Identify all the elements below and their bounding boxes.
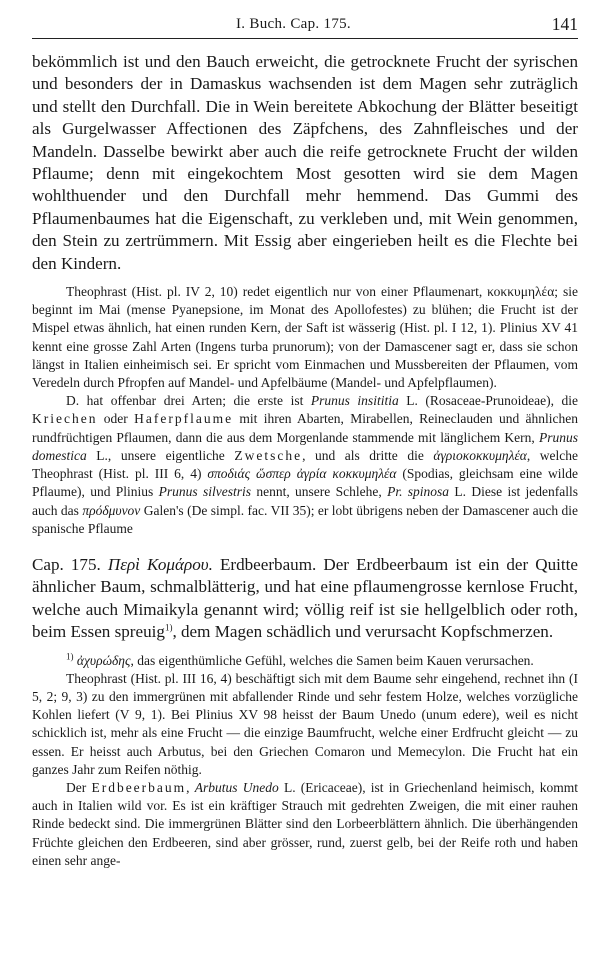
greek-term: πρόδμυνον	[82, 502, 141, 518]
commentary-theophrast-plums: Theophrast (Hist. pl. IV 2, 10) redet eigentlich nur von einer Pflaumenart, κοκκυμηλέα; sie beginnt im Mai (mense Pyanepsione, im Monat des Apollofestes) zu blühen; die Frucht ist der Mispel etwas ähnlich, hat einen runden Kern, der Saft ist wässerig (Hist. pl. I 12, 1). Plinius XV 41 kennt eine grosse Zahl Arten (Ingens turba prunorum); von der Damascener sagt er, dass sie schon längst in Italien einheimisch sei. Er spricht vom Einmachen und Mussbereiten der Pflaumen, vom Veredeln durch Pfropfen auf Mandel- und Apfelbäume (Mandel- und Apfelpflaumen).	[32, 284, 578, 391]
greek-term: ἀχυρώδης	[76, 652, 131, 668]
footnote-marker: 1)	[66, 651, 74, 662]
text-run: oder	[97, 411, 135, 427]
common-name: Erdbeerbaum	[91, 779, 187, 795]
spacer	[32, 275, 578, 283]
chapter-label: Cap. 175.	[32, 554, 108, 574]
text-run: , dem Magen schädlich und verursacht Kopfschmerzen.	[172, 622, 554, 642]
book-page	[32, 14, 578, 870]
species-name: Pr. spinosa	[387, 484, 450, 500]
common-name: Haferpflaume	[134, 411, 234, 427]
footnote-reference: 1)	[164, 622, 173, 633]
text-run: , und als dritte die	[302, 447, 434, 463]
species-name: Prunus domestica	[32, 429, 578, 463]
common-name: Kriechen	[32, 411, 98, 427]
text-run: Der	[66, 779, 92, 795]
species-name: Prunus insititia	[310, 393, 399, 409]
text-run: L. (Ericaceae), ist in Griechenland heimisch, kommt auch in Italien wild vor. Es ist ein kräftiger Strauch mit gedrehten Zweigen, die mit einer rauhen Rinde bedeckt sind. Die immergrünen Blätter sind den Lorbeerblättern ähnlich. Die überhängenden Früchte gleichen den Erdbeeren, sind aber grösser, rund, zuerst gelb, bei der Reife roth und haben einen sehr ange-	[32, 779, 578, 868]
text-run: Galen's (De simpl. fac. VII 35); er lobt übrigens neben der Damascener auch die spanische Pflaume	[32, 502, 578, 536]
text-run: L., unsere eigentliche	[86, 447, 235, 463]
chapter-greek-title: Περὶ Κομάρου.	[107, 554, 213, 574]
text-run: L. (Rosaceae-Prunoideae), die	[398, 393, 578, 409]
species-name: Prunus silvestris	[158, 484, 251, 500]
text-run: ,	[186, 779, 195, 795]
text-run: Der Erdbeerbaum ist ein der Quitte ähnlicher Baum, schmalblätterig, und hat eine pflaumengrosse kernlose Frucht, welche auch Mimaikyla genannt wird; völlig reif ist sie hellgelblich oder roth, beim Essen spreuig	[32, 554, 579, 642]
text-run: mit ihren Abarten, Mirabellen, Reineclauden und ähnlichen rundfrüchtigen Pflaumen, dann die aus dem Morgenlande stammende mit länglichem Kern,	[32, 411, 578, 445]
chapter-175-paragraph	[32, 554, 578, 644]
greek-term: ἀγριοκοκκυμηλέα	[433, 447, 527, 463]
page-number: 141	[551, 14, 578, 34]
text-run: L. Diese ist jedenfalls auch das	[32, 484, 579, 518]
chapter-title: Erdbeerbaum.	[212, 554, 317, 574]
spacer	[32, 538, 578, 554]
running-head: I. Buch. Cap. 175.	[236, 16, 351, 32]
commentary-three-plum-kinds	[32, 392, 578, 538]
text-run: D. hat offenbar drei Arten; die erste ist	[66, 393, 311, 409]
commentary-theophrast-strawberry-tree: Theophrast (Hist. pl. III 16, 4) beschäftigt sich mit dem Baume sehr eingehend, rechnet ihn (I 5, 2; 9, 3) zu den immergrünen mit abfallender Rinde und sehr festem Holze, welches vorzügliche Kohlen liefert (V 9, 1). Bei Plinius XV 98 heisst der Baum Unedo (unum edere), weil es nicht schicklich ist, mehr als eine Frucht — die einzige Baumfrucht, welche einer Erdfrucht gleicht — zu essen. Er heisst auch Arbutus, bei den Griechen Comaron und Memecylon. Die Frucht hat ein ganzes Jahr zum Reifen nöthig.	[32, 670, 578, 777]
main-paragraph-continuation: bekömmlich ist und den Bauch erweicht, die getrocknete Frucht der syrischen und besonders der in Damaskus wachsenden ist dem Magen sehr zuträglich und stellt den Durchfall. Die in Wein bereitete Abkochung der Blätter beseitigt als Gurgelwasser Affectionen des Zäpfchens, des Zahnfleisches und der Mandeln. Dasselbe bewirkt aber auch die reife getrocknete Frucht der wilden Pflaume; denn mit eingekochtem Most gesotten wird sie dem Magen wohlthuender und den Durchfall mehr hemmend. Das Gummi des Pflaumenbaumes hat die Eigenschaft, zu verkleben und, mit Wein genommen, den Stein zu zertrümmern. Mit Essig aber eingerieben heilt es die Flechte bei den Kindern.	[32, 52, 578, 273]
species-name: Arbutus Unedo	[194, 779, 279, 795]
spacer	[32, 644, 578, 652]
page-header	[32, 14, 578, 39]
text-run: (Spodias, gleichsam eine wilde Pflaume), und Plinius	[32, 466, 578, 500]
footnote-1	[32, 652, 578, 670]
common-name: Zwetsche	[234, 447, 303, 463]
commentary-arbutus-unedo	[32, 779, 578, 870]
text-run: nennt, unsere Schlehe,	[251, 484, 388, 500]
text-run: , welche Theophrast (Hist. pl. III 6, 4)	[32, 447, 578, 482]
greek-term: σποδιάς ὥσπερ ἀγρία κοκκυμηλέα	[207, 466, 397, 482]
text-run: , das eigenthümliche Gefühl, welches die Samen beim Kauen verursachen.	[130, 652, 534, 668]
